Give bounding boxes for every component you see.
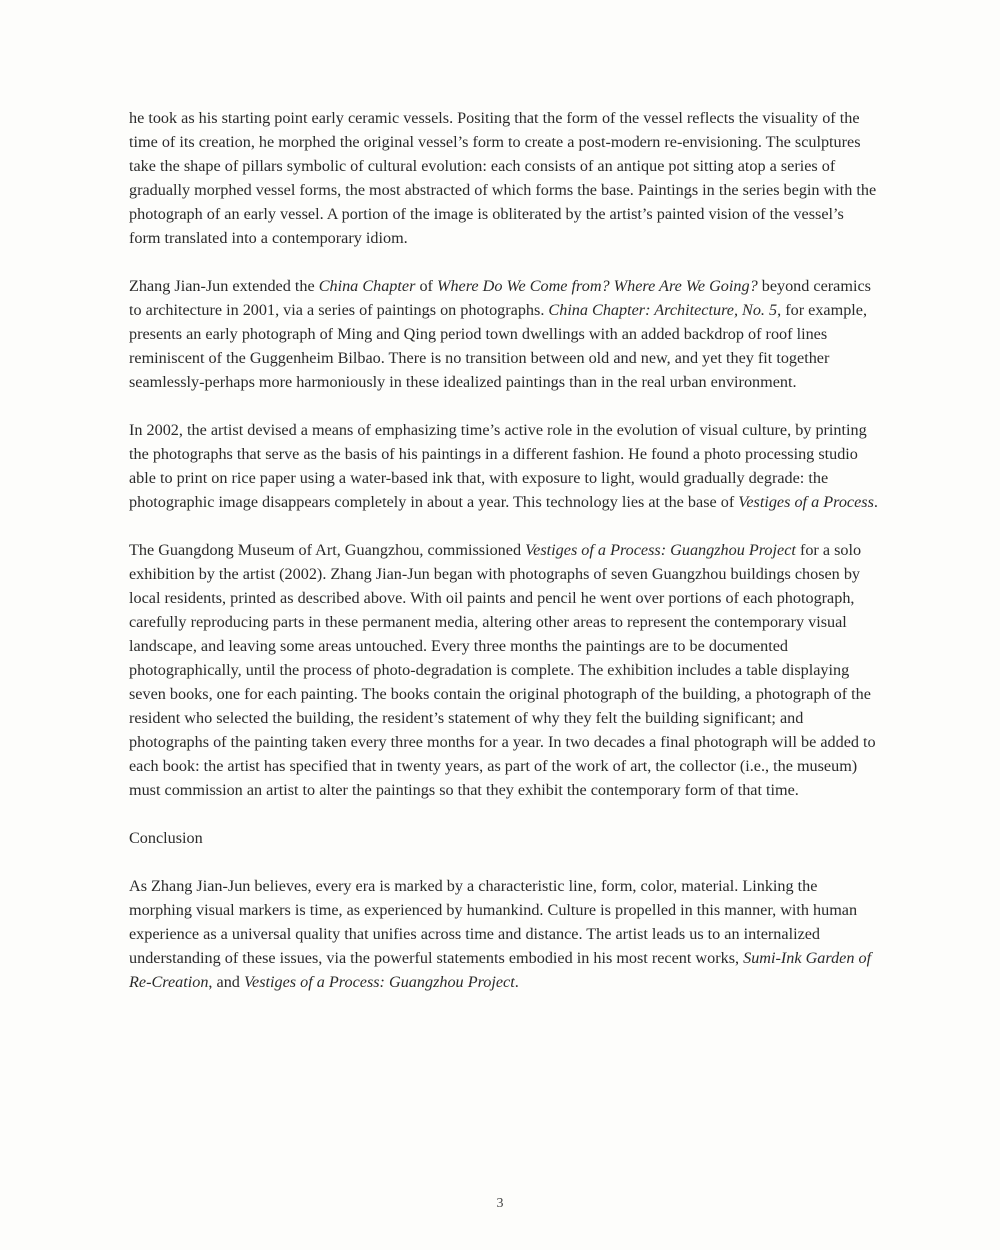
body-text-run: of — [415, 277, 437, 295]
body-text-run: for a solo exhibition by the artist (2002). Zhang Jian-Jun began with photographs of seven Guangzhou buildings chosen by local residents, printed as described above. With oil paints and pencil he went over portions of each photograph, carefully reproducing parts in these permanent media, altering other areas to represent the contemporary visual landscape, and leaving some areas untouched. Every three months the paintings are to be documented photographically, until the process of photo-degradation is complete. The exhibition includes a table displaying seven books, one for each painting. The books contain the original photograph of the building, a photograph of the resident who selected the building, the resident’s statement of why they felt the building significant; and photographs of the painting taken every three months for a year. In two decades a final photograph will be added to each book: the artist has specified that in twenty years, as part of the work of art, the collector (i.e., the museum) must commission an artist to alter the paintings so that they exhibit the contemporary form of that time. — [129, 541, 876, 799]
body-text-run: As Zhang Jian-Jun believes, every era is marked by a characteristic line, form, color, material. Linking the morphing visual markers is time, as experienced by humankind. Culture is propelled in this manner, with human experience as a universal quality that unifies across time and distance. The artist leads us to an internalized understanding of these issues, via the powerful statements embodied in his most recent works, — [129, 877, 858, 967]
italic-title-text: Sumi-Ink Garden of Re-Creation — [129, 949, 872, 991]
body-text-run: he took as his starting point early ceramic vessels. Positing that the form of the vessel reflects the visuality of the time of its creation, he morphed the original vessel’s form to create a post-modern re-envisioning. The sculptures take the shape of pillars symbolic of cultural evolution: each consists of an antique pot sitting atop a series of gradually morphed vessel forms, the most abstracted of which forms the base. Paintings in the series begin with the photograph of an early vessel. A portion of the image is obliterated by the artist’s painted vision of the vessel’s form translated into a contemporary idiom. — [129, 109, 877, 247]
body-text-run: In 2002, the artist devised a means of emphasizing time’s active role in the evolution of visual culture, by printing the photographs that serve as the basis of his paintings in a different fashion. He found a photo processing studio able to print on rice paper using a water-based ink that, with exposure to light, would gradually degrade: the photographic image disappears completely in about a year. This technology lies at the base of — [129, 421, 867, 511]
italic-title-text: Where Do We Come from? Where Are We Going? — [436, 277, 758, 295]
body-text-run: , for example, presents an early photograph of Ming and Qing period town dwellings with an added backdrop of roof lines reminiscent of the Guggenheim Bilbao. There is no transition between old and new, and yet they fit together seamlessly-perhaps more harmoniously in these idealized paintings than in the real urban environment. — [129, 301, 868, 391]
italic-title-text: Vestiges of a Process: Guangzhou Project — [243, 973, 515, 991]
body-text-run: The Guangdong Museum of Art, Guangzhou, commissioned — [129, 541, 526, 559]
body-text-run: . — [873, 493, 878, 511]
body-text-run: Zhang Jian-Jun extended the — [129, 277, 319, 295]
italic-title-text: China Chapter — [318, 277, 416, 295]
body-text-run: . — [514, 973, 519, 991]
italic-title-text: China Chapter: Architecture, No. 5 — [548, 301, 778, 319]
italic-title-text: Vestiges of a Process: Guangzhou Project — [525, 541, 796, 559]
body-text-run: beyond ceramics to architecture in 2001, via a series of paintings on photographs. — [129, 277, 871, 319]
paragraph-guangzhou-project — [129, 538, 879, 802]
paragraph-rice-paper — [129, 418, 879, 514]
italic-title-text: Vestiges of a Process — [738, 493, 874, 511]
paragraph-conclusion — [129, 874, 879, 994]
page-number: 3 — [496, 1196, 504, 1211]
section-heading-conclusion: Conclusion — [129, 829, 203, 847]
paragraph-architecture — [129, 274, 879, 394]
text-column — [129, 106, 879, 1018]
body-text-run: , and — [208, 973, 244, 991]
paragraph-vessels — [129, 106, 879, 250]
